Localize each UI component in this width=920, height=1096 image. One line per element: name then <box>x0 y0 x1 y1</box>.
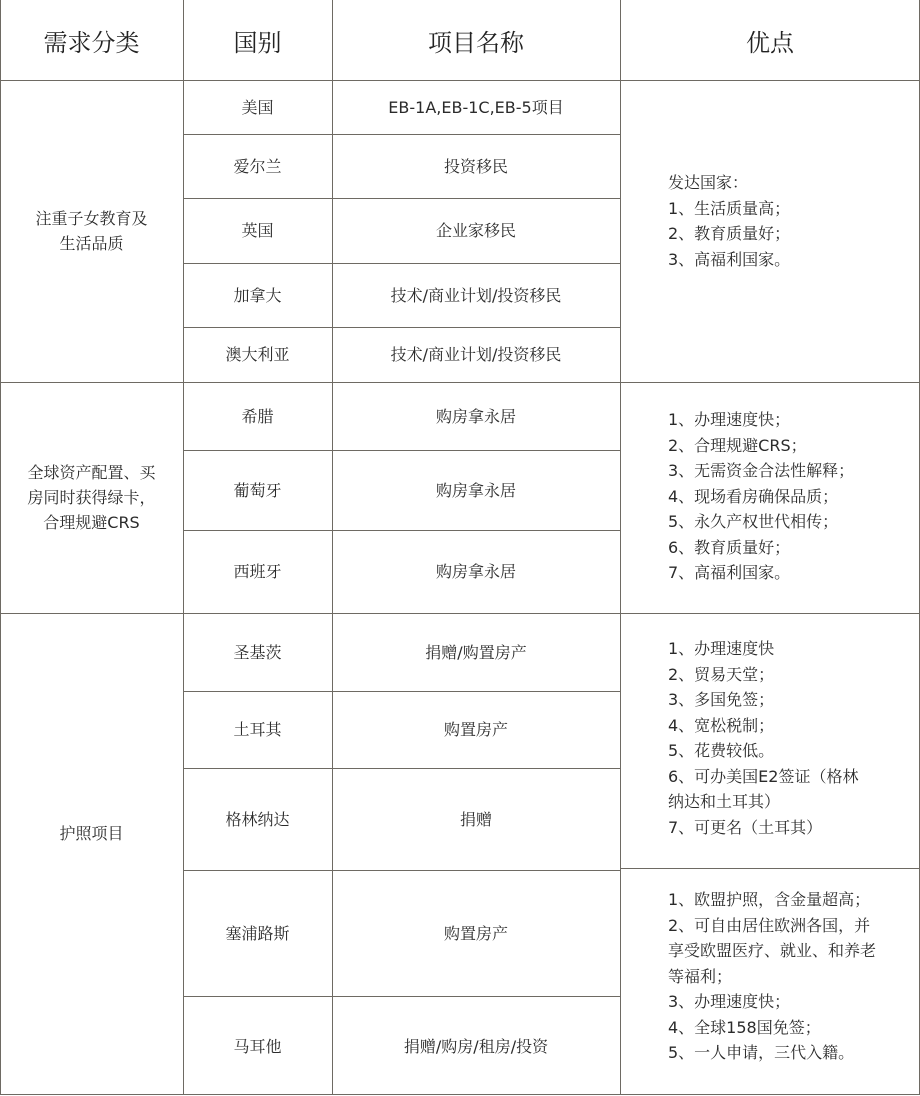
advantage-line: 5、花费较低。 <box>668 741 775 760</box>
header-category: 需求分类 <box>43 28 140 57</box>
advantage-line: 1、办理速度快； <box>668 410 791 429</box>
project-cell: 购置房产 <box>443 923 508 943</box>
grid-line <box>183 691 620 692</box>
grid-line <box>0 613 920 614</box>
country-cell: 格林纳达 <box>225 809 290 829</box>
advantage-line: 6、教育质量好； <box>668 537 791 557</box>
advantages-education <box>668 170 913 272</box>
country-cell: 葡萄牙 <box>233 480 282 500</box>
advantage-line: 6、可办美国E2签证（格林 <box>668 766 859 786</box>
country-cell: 塞浦路斯 <box>225 923 290 943</box>
advantage-line: 3、无需资金合法性解释； <box>668 461 855 480</box>
project-cell: 技术/商业计划/投资移民 <box>390 345 562 364</box>
advantage-line: 4、宽松税制； <box>668 715 775 735</box>
grid-line <box>0 80 920 81</box>
grid-line <box>620 0 621 1095</box>
project-cell: 购房拿永居 <box>435 406 516 426</box>
grid-line <box>183 768 620 769</box>
country-cell: 澳大利亚 <box>225 345 290 364</box>
country-cell: 希腊 <box>241 406 274 426</box>
category-line: 注重子女教育及 <box>35 209 148 228</box>
grid-line <box>183 327 620 328</box>
advantage-line: 3、高福利国家。 <box>668 249 791 269</box>
advantage-line: 纳达和土耳其） <box>668 792 781 811</box>
header-country: 国别 <box>233 28 282 57</box>
advantage-line: 3、多国免签； <box>668 690 775 709</box>
category-line: 护照项目 <box>59 823 124 843</box>
project-cell: 捐赠 <box>459 809 492 829</box>
advantage-line: 等福利； <box>668 966 733 986</box>
category-line: 房同时获得绿卡， <box>27 488 156 507</box>
advantage-line: 7、高福利国家。 <box>668 563 791 582</box>
country-cell: 爱尔兰 <box>233 156 282 176</box>
advantage-line: 享受欧盟医疗、就业、和养老 <box>668 941 877 960</box>
advantage-line: 1、生活质量高； <box>668 198 791 218</box>
project-cell: 投资移民 <box>443 156 508 176</box>
project-cell: 购置房产 <box>443 720 508 739</box>
advantage-line: 7、可更名（土耳其） <box>668 817 823 837</box>
advantage-line: 4、现场看房确保品质； <box>668 486 839 506</box>
advantage-line: 5、一人申请，三代入籍。 <box>668 1043 855 1062</box>
country-cell: 加拿大 <box>233 285 282 305</box>
advantage-line: 发达国家： <box>668 173 749 192</box>
advantage-line: 1、办理速度快 <box>668 639 775 658</box>
country-cell: 美国 <box>241 97 274 117</box>
project-cell: 购房拿永居 <box>435 480 516 500</box>
advantage-line: 2、合理规避CRS； <box>668 435 807 455</box>
advantages-passport-a <box>668 636 913 840</box>
header-advantages: 优点 <box>746 28 794 57</box>
grid-line <box>183 996 620 997</box>
grid-line <box>0 0 1 1095</box>
country-cell: 圣基茨 <box>233 642 282 662</box>
advantage-line: 2、教育质量好； <box>668 224 791 243</box>
project-cell: 技术/商业计划/投资移民 <box>390 285 562 305</box>
project-cell: 捐赠/购房/租房/投资 <box>403 1036 549 1056</box>
category-line: 全球资产配置、买 <box>27 463 156 482</box>
category-asset <box>0 382 183 613</box>
country-cell: 土耳其 <box>233 720 282 739</box>
grid-line <box>183 530 620 531</box>
grid-line <box>183 134 620 135</box>
advantage-line: 1、欧盟护照，含金量超高； <box>668 890 871 909</box>
advantage-line: 3、办理速度快； <box>668 992 791 1011</box>
country-cell: 马耳他 <box>233 1036 282 1056</box>
grid-line <box>183 263 620 264</box>
grid-line <box>183 0 184 1095</box>
category-line: 合理规避CRS <box>43 513 140 532</box>
header-project: 项目名称 <box>428 28 524 57</box>
grid-line <box>332 0 333 1095</box>
advantage-line: 2、贸易天堂； <box>668 664 775 684</box>
category-education <box>0 80 183 382</box>
country-cell: 西班牙 <box>233 562 282 581</box>
category-passport <box>0 613 183 1053</box>
advantage-line: 5、永久产权世代相传； <box>668 512 839 531</box>
project-cell: 购房拿永居 <box>435 562 516 581</box>
grid-line <box>0 382 920 383</box>
grid-line <box>183 198 620 199</box>
advantages-asset <box>668 407 913 586</box>
advantage-line: 4、全球158国免签； <box>668 1017 821 1037</box>
advantage-line: 2、可自由居住欧洲各国，并 <box>668 915 871 935</box>
category-line: 生活品质 <box>59 234 124 253</box>
project-cell: 企业家移民 <box>435 221 516 240</box>
grid-line <box>183 450 620 451</box>
country-cell: 英国 <box>241 221 274 240</box>
grid-line <box>183 870 620 871</box>
project-cell: 捐赠/购置房产 <box>425 642 527 662</box>
advantages-passport-b <box>668 887 913 1066</box>
grid-line <box>620 868 920 869</box>
project-cell: EB-1A,EB-1C,EB-5项目 <box>388 97 564 117</box>
